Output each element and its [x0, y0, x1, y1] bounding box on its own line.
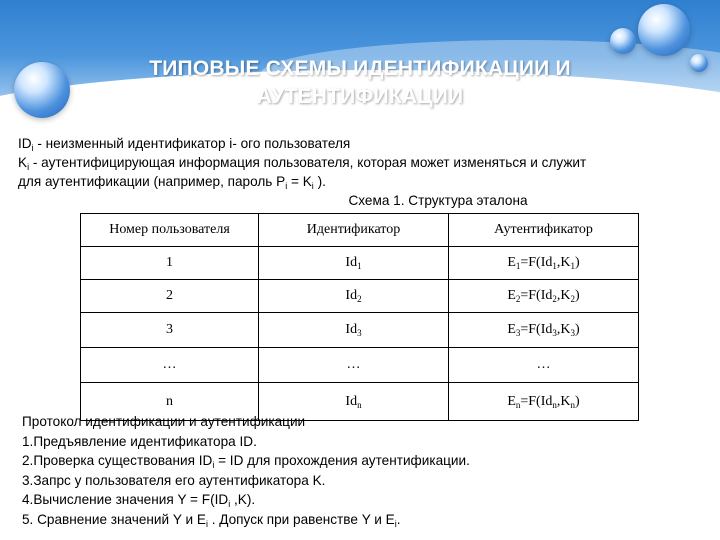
- protocol-steps: [22, 412, 712, 529]
- cell-user-number: 1: [81, 247, 259, 280]
- table-header-row: [81, 214, 639, 247]
- cell-user-number: 3: [81, 313, 259, 348]
- cell-user-number: 2: [81, 280, 259, 313]
- intro-line-example: для аутентификации (например, пароль $P_i = K_i$ ).: [18, 174, 326, 191]
- protocol-heading: Протокол идентификации и аутентификации: [22, 414, 306, 429]
- protocol-step-4: 4.Вычисление значения $Y = F(ID_i$ ,K).: [22, 492, 256, 509]
- cell-identifier: $Id_2$: [259, 280, 449, 313]
- header-authenticator: Аутентификатор: [449, 214, 639, 247]
- cell-identifier: $Id_n$: [259, 383, 449, 421]
- protocol-step-5: 5. Сравнение значений Y и $E_i$ . Допуск при равенстве Y и $E_i$.: [22, 511, 401, 529]
- intro-line-k: $K_i$ - аутентифицирующая информация пользователя, которая может изменяться и служит: [18, 155, 587, 172]
- table-row: [81, 247, 639, 280]
- cell-authenticator: $E_1=F(Id_1,K_1)$: [449, 247, 639, 280]
- intro-text: [18, 134, 708, 210]
- protocol-step-2: 2.Проверка существования $ID_i$ = ID для прохождения аутентификации.: [22, 453, 470, 470]
- cell-authenticator: $E_n=F(Id_n,K_n)$: [449, 383, 639, 421]
- scheme-caption: Схема 1. Структура эталона: [348, 193, 528, 208]
- protocol-step-1: 1.Предъявление идентификатора ID.: [22, 433, 257, 449]
- cell-authenticator: $E_2=F(Id_2,K_2)$: [449, 280, 639, 313]
- cell-identifier: $Id_1$: [259, 247, 449, 280]
- table-row: [81, 280, 639, 313]
- table-row: [81, 313, 639, 348]
- cell-authenticator: …: [449, 348, 639, 383]
- reference-structure-table: [80, 213, 639, 421]
- protocol-step-3: 3.Запрс у пользователя его аутентификатора K.: [22, 472, 326, 488]
- slide-title: ТИПОВЫЕ СХЕМЫ ИДЕНТИФИКАЦИИ И АУТЕНТИФИКАЦИИ: [149, 57, 571, 108]
- cell-authenticator: $E_3=F(Id_3,K_3)$: [449, 313, 639, 348]
- cell-identifier: $Id_3$: [259, 313, 449, 348]
- decorative-orb-small-right: [610, 28, 636, 54]
- decorative-orb-large-right: [638, 4, 690, 56]
- header-user-number: Номер пользователя: [81, 214, 259, 247]
- decorative-orb-tiny-right: [690, 54, 708, 72]
- cell-user-number: n: [81, 383, 259, 421]
- header-identifier: Идентификатор: [259, 214, 449, 247]
- slide-header: [0, 0, 720, 125]
- intro-line-id: $ID_i$ - неизменный идентификатор i- ого пользователя: [18, 136, 351, 153]
- cell-identifier: …: [259, 348, 449, 383]
- cell-user-number: …: [81, 348, 259, 383]
- table-row: [81, 348, 639, 383]
